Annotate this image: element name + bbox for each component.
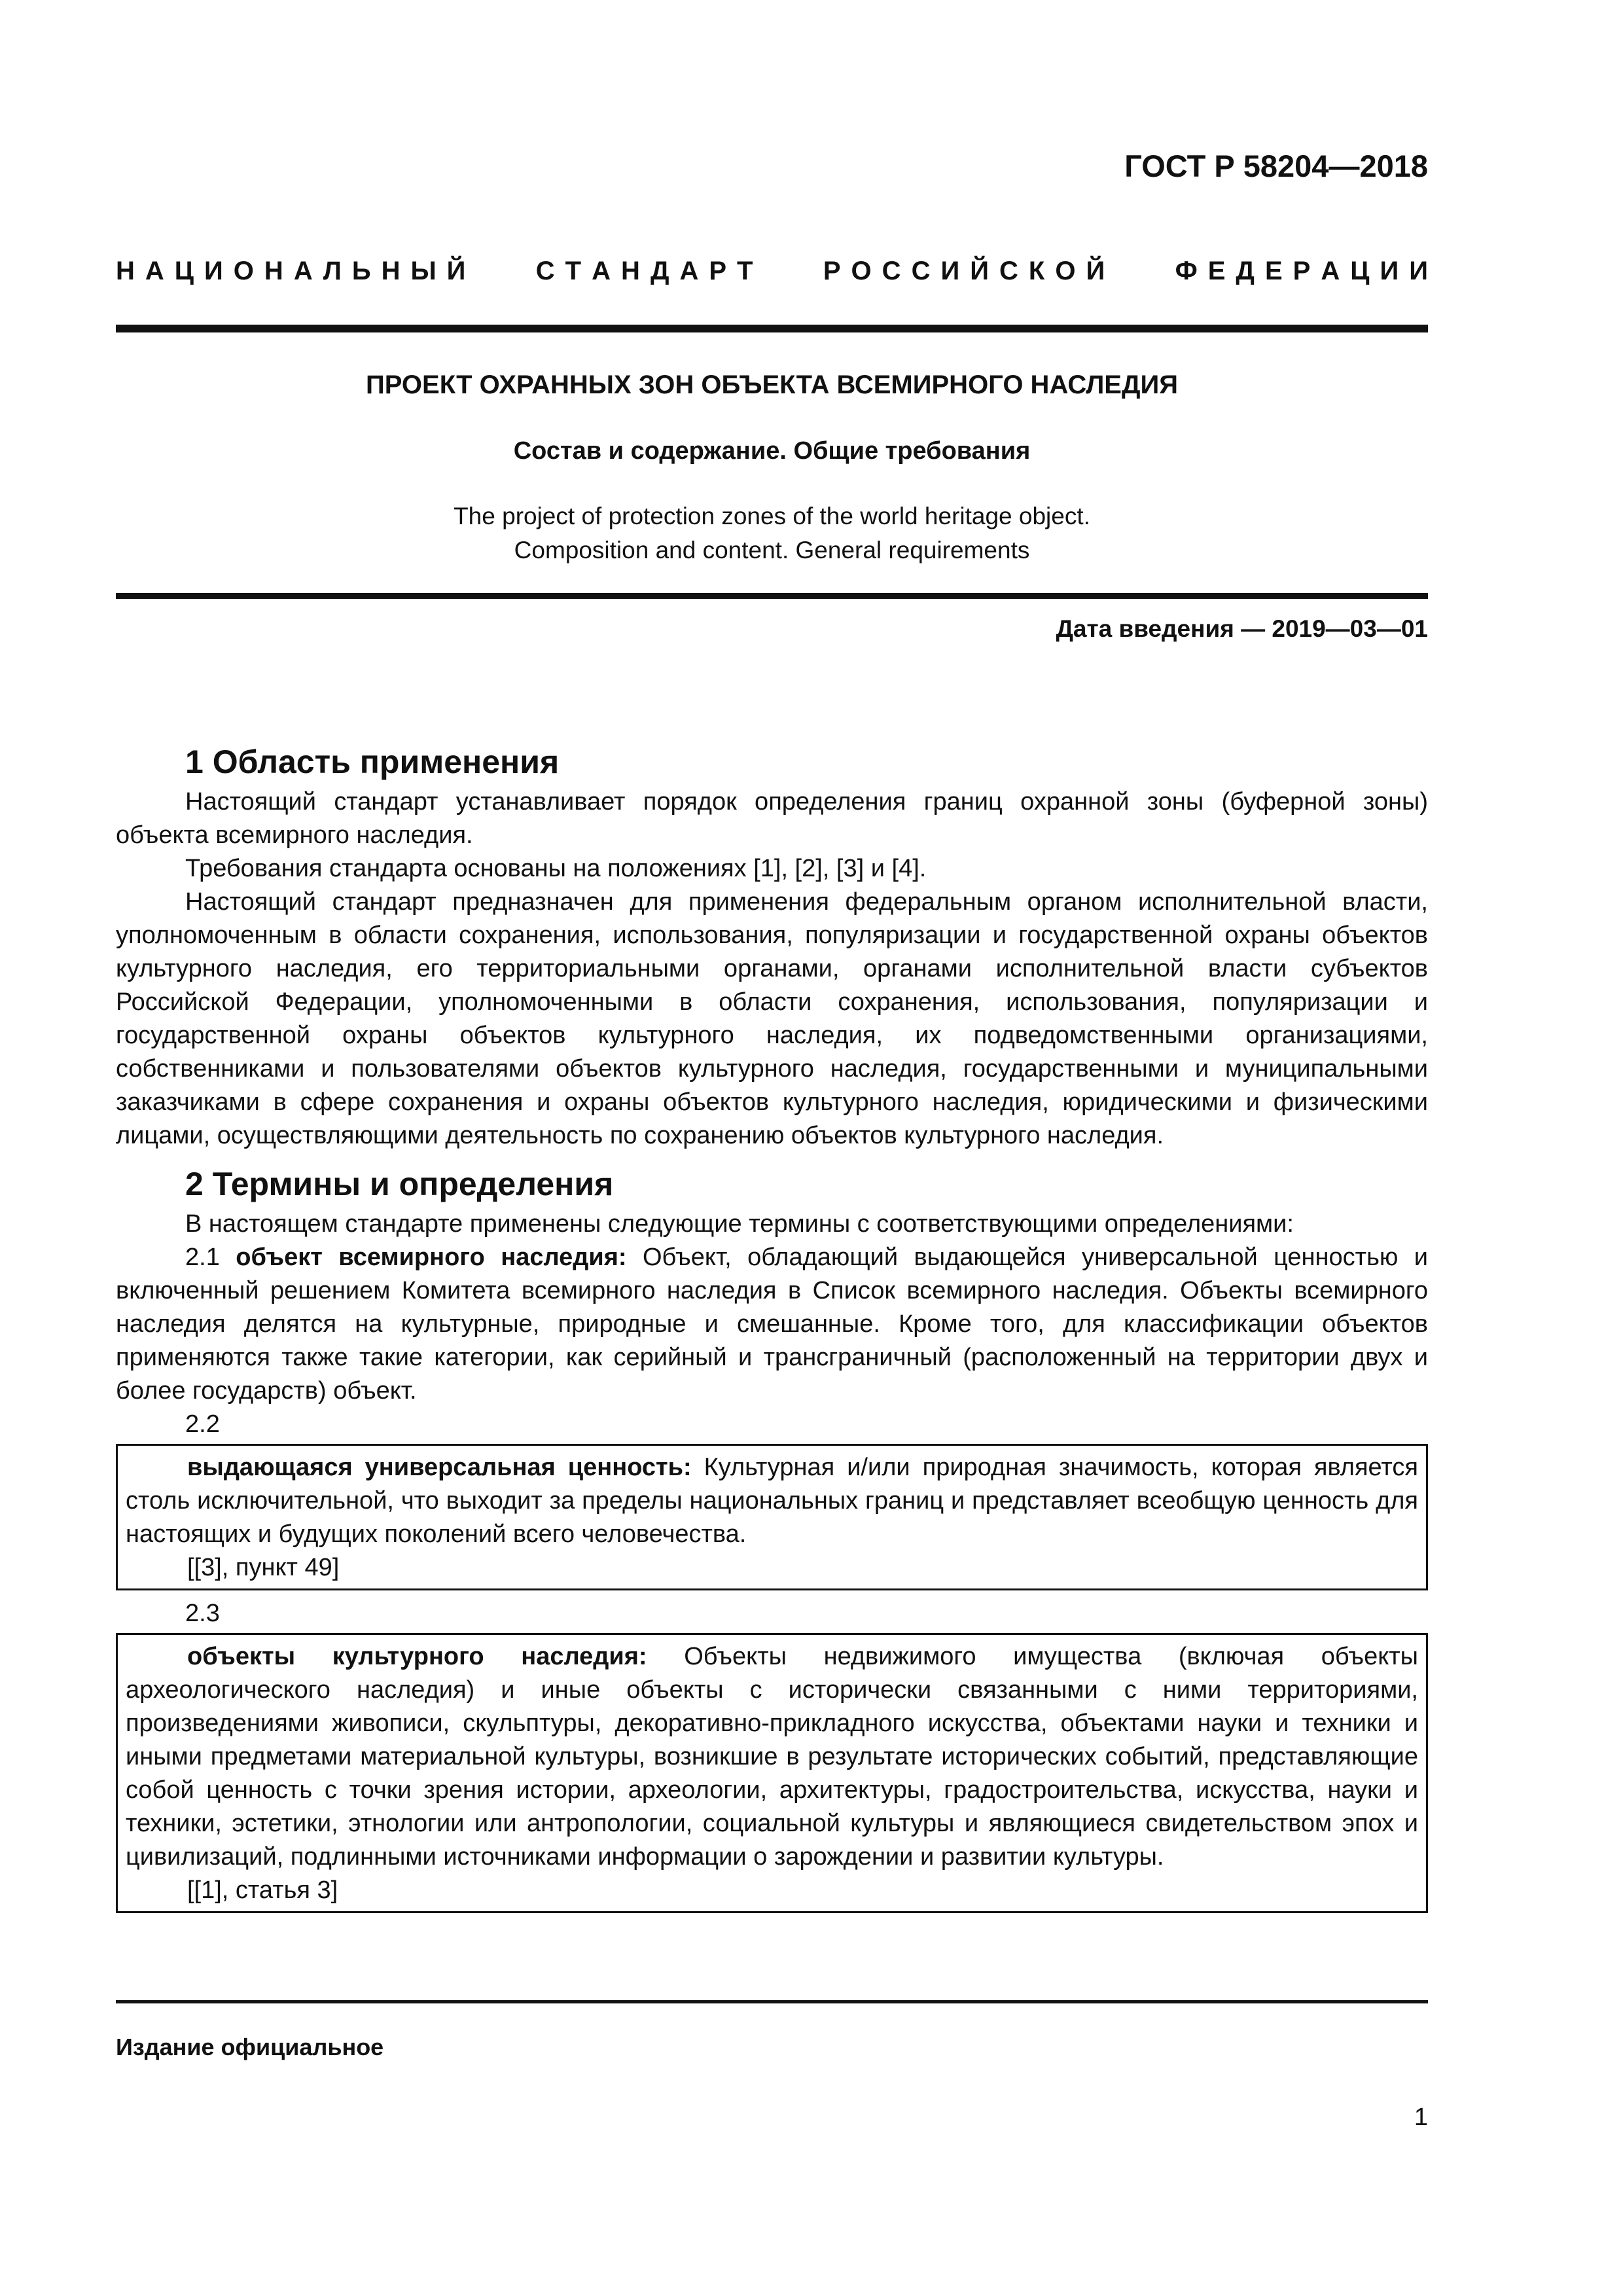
term-entry — [116, 1241, 1428, 1408]
banner-word: Н А Ц И О Н А Л Ь Н Ы Й — [116, 257, 466, 285]
banner-word: С Т А Н Д А Р Т — [535, 257, 753, 285]
term-source: [[3], пункт 49] — [187, 1554, 340, 1581]
document-title: ПРОЕКТ ОХРАННЫХ ЗОН ОБЪЕКТА ВСЕМИРНОГО НАСЛЕДИЯ — [366, 370, 1178, 399]
term-definition: Объект, обладающий выдающейся универсальной ценностью и включенный решением Комитета всемирного наследия в Список всемирного наследия. Объекты всемирного наследия делятся на культурные, природные и смешанные. Кроме того, для классификации объектов применяются также такие категории, как серийный и трансграничный (расположенный на территории двух и более государств) объект. — [116, 1244, 1428, 1405]
document-code: ГОСТ Р 58204—2018 — [1124, 149, 1428, 183]
banner-word: Р О С С И Й С К О Й — [823, 257, 1105, 285]
middle-divider — [116, 593, 1428, 599]
section-heading: 1 Область применения — [185, 744, 560, 780]
term-number: 2.3 — [185, 1600, 220, 1627]
paragraph: Настоящий стандарт устанавливает порядок определения границ охранной зоны (буферной зоны) объекта всемирного наследия. — [116, 788, 1428, 849]
term-definition: Объекты недвижимого имущества (включая объекты археологического наследия) и иные объекты с исторически связанными с ними территориями, произведениями живописи, скульптуры, декоративно-прикладного искусства, объектами науки и техники и иными предметами материальной культуры, возникшие в результате исторических событий, представляющие собой ценность с точки зрения истории, археологии, архитектуры, градостроительства, искусства, науки и техники, эстетики, этнологии или антропологии, социальной культуры и являющиеся свидетельством эпох и цивилизаций, подлинными источниками информации о зарождении и развитии культуры. — [126, 1643, 1418, 1871]
paragraph: Настоящий стандарт предназначен для применения федеральным органом исполнительной власти, уполномоченным в области сохранения, использования, популяризации и государственной охраны объектов культурного наследия, его территориальными органами, органами исполнительной власти субъектов Российской Федерации, уполномоченными в области сохранения, использования, популяризации и государственной охраны объектов культурного наследия, их подведомственными организациями, собственниками и пользователями объектов культурного наследия, государственными и муниципальными заказчиками в сфере сохранения и охраны объектов культурного наследия, юридическими и физическими лицами, осуществляющими деятельность по сохранению объектов культурного наследия. — [116, 888, 1428, 1149]
term-number: 2.2 — [185, 1410, 220, 1438]
banner-word: Ф Е Д Е Р А Ц И И — [1175, 257, 1428, 285]
section-heading: 2 Термины и определения — [185, 1166, 614, 1202]
term-entry — [126, 1451, 1418, 1551]
term-name: выдающаяся универсальная ценность: — [187, 1454, 692, 1481]
term-box — [116, 1633, 1428, 1913]
bottom-divider — [116, 2000, 1428, 2003]
term-definition: Культурная и/или природная значимость, которая является столь исключительной, что выходит за пределы национальных границ и представляет всеобщую ценность для настоящих и будущих поколений всего человечества. — [126, 1454, 1418, 1548]
document-subtitle: Состав и содержание. Общие требования — [513, 437, 1031, 465]
top-divider — [116, 325, 1428, 332]
page-number: 1 — [1414, 2104, 1428, 2131]
term-box — [116, 1444, 1428, 1590]
paragraph: Требования стандарта основаны на положениях [1], [2], [3] и [4]. — [185, 855, 927, 882]
term-name: объекты культурного наследия: — [187, 1643, 647, 1670]
paragraph: В настоящем стандарте применены следующие термины с соответствующими определениями: — [185, 1210, 1294, 1238]
term-source: [[1], статья 3] — [187, 1876, 338, 1904]
edition-label: Издание официальное — [116, 2034, 384, 2060]
english-title — [116, 499, 1428, 567]
english-title-line: The project of protection zones of the world heritage object. — [454, 503, 1090, 529]
term-number: 2.1 — [185, 1244, 220, 1271]
introduction-date: Дата введения — 2019—03—01 — [1056, 615, 1428, 642]
term-entry — [126, 1640, 1418, 1874]
document-body — [116, 742, 1428, 1920]
english-title-line: Composition and content. General requirements — [514, 537, 1030, 564]
document-page — [116, 0, 1428, 2296]
term-name: объект всемирного наследия: — [236, 1244, 627, 1271]
national-standard-banner — [116, 257, 1428, 286]
